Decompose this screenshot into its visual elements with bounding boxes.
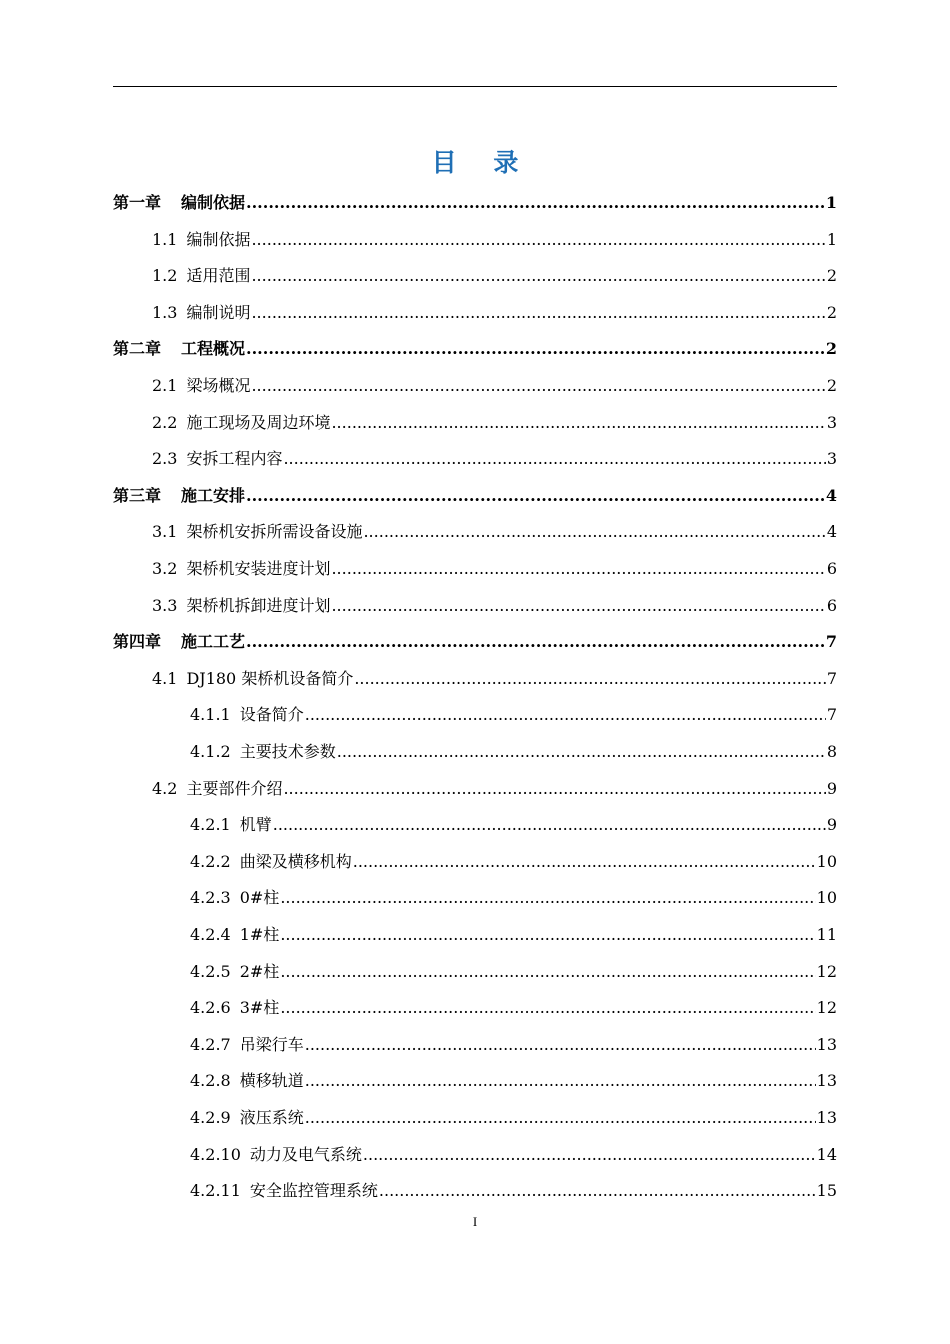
toc-dot-leader [251,264,825,288]
toc-entry-number: 第三章 [113,485,162,505]
toc-entry-title: 梁场概况 [186,376,251,395]
toc-entry[interactable] [152,411,837,435]
toc-dot-leader [331,411,825,435]
header-rule [113,86,837,87]
toc-entry-number: 2.3 [152,449,178,469]
toc-dot-leader [305,1069,816,1093]
toc-entry[interactable] [190,740,837,764]
toc-entry-title: 液压系统 [239,1108,304,1127]
toc-entry-title: 编制依据 [181,193,246,212]
toc-dot-leader [353,850,816,874]
toc-dot-leader [379,1179,816,1203]
toc-entry[interactable] [190,996,837,1020]
toc-entry-page: 10 [816,851,837,871]
toc-entry-number: 2.1 [152,376,178,395]
toc-entry-title: 动力及电气系统 [249,1144,362,1164]
toc-entry-page: 13 [816,1108,837,1127]
toc-entry-title: 架桥机安拆所需设备设施 [186,522,363,542]
toc-entry[interactable] [190,960,837,984]
toc-entry-number: 4.2.5 [190,961,231,981]
toc-entry-page: 15 [816,1181,837,1201]
toc-dot-leader [354,667,825,691]
toc-dot-leader [337,740,826,764]
toc-entry[interactable] [152,557,837,581]
toc-entry-number: 4.2.6 [190,998,231,1018]
toc-entry[interactable] [152,447,837,471]
toc-entry-title: 架桥机安装进度计划 [186,559,331,578]
toc-entry-title: 主要技术参数 [239,742,336,761]
toc-entry[interactable] [152,520,837,544]
toc-entry-title: 主要部件介绍 [186,778,283,798]
toc-entry-page: 4 [825,485,837,505]
toc-entry-number: 4.2.10 [190,1144,241,1164]
toc-entry-number: 2.2 [152,412,178,432]
toc-dot-leader [331,594,825,618]
toc-entry[interactable] [113,484,837,508]
toc-dot-leader [280,960,815,984]
toc-entry-page: 7 [826,705,837,725]
toc-entry-title: DJ180 架桥机设备简介 [186,668,354,688]
toc-entry[interactable] [113,630,837,654]
toc-entry-page: 2 [826,266,837,286]
toc-entry-number: 4.2 [152,778,178,798]
toc-dot-leader [280,996,815,1020]
toc-title: 目 录 [431,148,533,177]
toc-entry-page: 6 [826,559,837,578]
toc-dot-leader [283,777,825,801]
toc-entry[interactable] [152,374,837,398]
toc-entry[interactable] [190,703,837,727]
toc-entry-title: 横移轨道 [239,1071,304,1091]
toc-entry-title: 施工现场及周边环境 [186,412,331,432]
toc-entry-number: 4.1.2 [190,742,231,761]
toc-dot-leader [246,337,825,361]
toc-dot-leader [283,447,825,471]
toc-entry-number: 第四章 [113,632,162,652]
toc-entry-title: 机臂 [239,815,272,835]
toc-entry-title: 编制说明 [186,302,251,322]
toc-entry-title: 曲梁及横移机构 [239,851,352,871]
toc-entry-title: 0#柱 [239,888,280,908]
toc-entry-title: 1#柱 [239,925,280,944]
toc-entry-page: 1 [826,229,837,249]
toc-entry[interactable] [152,228,837,252]
toc-entry-title: 设备简介 [239,705,304,725]
toc-dot-leader [246,484,825,508]
toc-entry-page: 12 [816,961,837,981]
toc-entry-page: 2 [826,302,837,322]
toc-entry-page: 11 [816,925,837,944]
toc-entry-page: 2 [825,339,837,359]
toc-entry-page: 10 [816,888,837,908]
toc-entry-page: 3 [826,412,837,432]
toc-entry[interactable] [190,886,837,910]
toc-entry[interactable] [190,1106,837,1130]
toc-entry-page: 8 [826,742,837,761]
toc-entry-page: 3 [826,449,837,469]
toc-entry[interactable] [152,667,837,691]
page-number: I [472,1214,478,1229]
toc-dot-leader [280,923,815,947]
toc-entry-title: 吊梁行车 [239,1034,304,1054]
toc-entry-number: 4.2.1 [190,815,231,835]
toc-entry-title: 安全监控管理系统 [249,1181,378,1201]
toc-entry[interactable] [190,1179,837,1203]
toc-entry[interactable] [190,1033,837,1057]
toc-entry-page: 9 [826,815,837,835]
toc-entry-title: 工程概况 [181,339,246,359]
toc-dot-leader [251,228,825,252]
toc-entry-number: 1.1 [152,229,178,249]
toc-entry-page: 13 [816,1071,837,1091]
toc-entry-title: 2#柱 [239,961,280,981]
toc-entry-page: 4 [826,522,837,542]
toc-entry[interactable] [190,813,837,837]
toc-entry-title: 架桥机拆卸进度计划 [186,595,331,615]
toc-entry-page: 13 [816,1034,837,1054]
toc-entry-number: 4.2.3 [190,888,231,908]
toc-entry-number: 4.2.8 [190,1071,231,1091]
toc-entry-number: 第一章 [113,193,162,212]
toc-entry-number: 3.1 [152,522,178,542]
toc-entry-page: 9 [826,778,837,798]
toc-entry-number: 第二章 [113,339,162,359]
toc-dot-leader [363,1143,816,1167]
toc-entry-number: 3.2 [152,559,178,578]
toc-dot-leader [280,886,815,910]
toc-entry-page: 6 [826,595,837,615]
toc-entry[interactable] [152,594,837,618]
toc-entry-title: 编制依据 [186,229,251,249]
toc-entry-title: 安拆工程内容 [186,449,283,469]
toc-entry-number: 4.2.11 [190,1181,241,1201]
toc-entry-page: 1 [825,193,837,212]
toc-entry[interactable] [190,850,837,874]
toc-entry-title: 适用范围 [186,266,251,286]
toc-dot-leader [273,813,826,837]
toc-dot-leader [331,557,825,581]
toc-entry-number: 4.1 [152,668,178,688]
toc-entry-title: 3#柱 [239,998,280,1018]
toc-dot-leader [246,630,825,654]
toc-entry-number: 4.1.1 [190,705,231,725]
toc-entry-page: 14 [816,1144,837,1164]
toc-entry[interactable] [113,337,837,361]
toc-entry-number: 4.2.2 [190,851,231,871]
toc-entry[interactable] [152,301,837,325]
toc-entry-number: 4.2.4 [190,925,231,944]
toc-entry-number: 4.2.9 [190,1108,231,1127]
toc-dot-leader [251,374,825,398]
toc-entry-number: 1.3 [152,302,178,322]
toc-entry[interactable] [113,191,837,215]
toc-entry-title: 施工安排 [181,485,246,505]
toc-dot-leader [305,1033,816,1057]
toc-dot-leader [246,191,825,215]
toc-dot-leader [363,520,825,544]
toc-entry-page: 7 [825,632,837,652]
toc-entry-page: 12 [816,998,837,1018]
toc-dot-leader [305,1106,816,1130]
toc-entry[interactable] [190,1069,837,1093]
toc-entry-number: 3.3 [152,595,178,615]
toc-entry-page: 2 [826,376,837,395]
toc-entry[interactable] [152,264,837,288]
toc-entry[interactable] [190,1143,837,1167]
toc-entry-page: 7 [826,668,837,688]
toc-entry[interactable] [152,777,837,801]
toc-dot-leader [305,703,826,727]
toc-dot-leader [251,301,825,325]
toc-entry-number: 4.2.7 [190,1034,231,1054]
toc-entry-number: 1.2 [152,266,178,286]
toc-entry-title: 施工工艺 [181,632,246,652]
toc-entry[interactable] [190,923,837,947]
